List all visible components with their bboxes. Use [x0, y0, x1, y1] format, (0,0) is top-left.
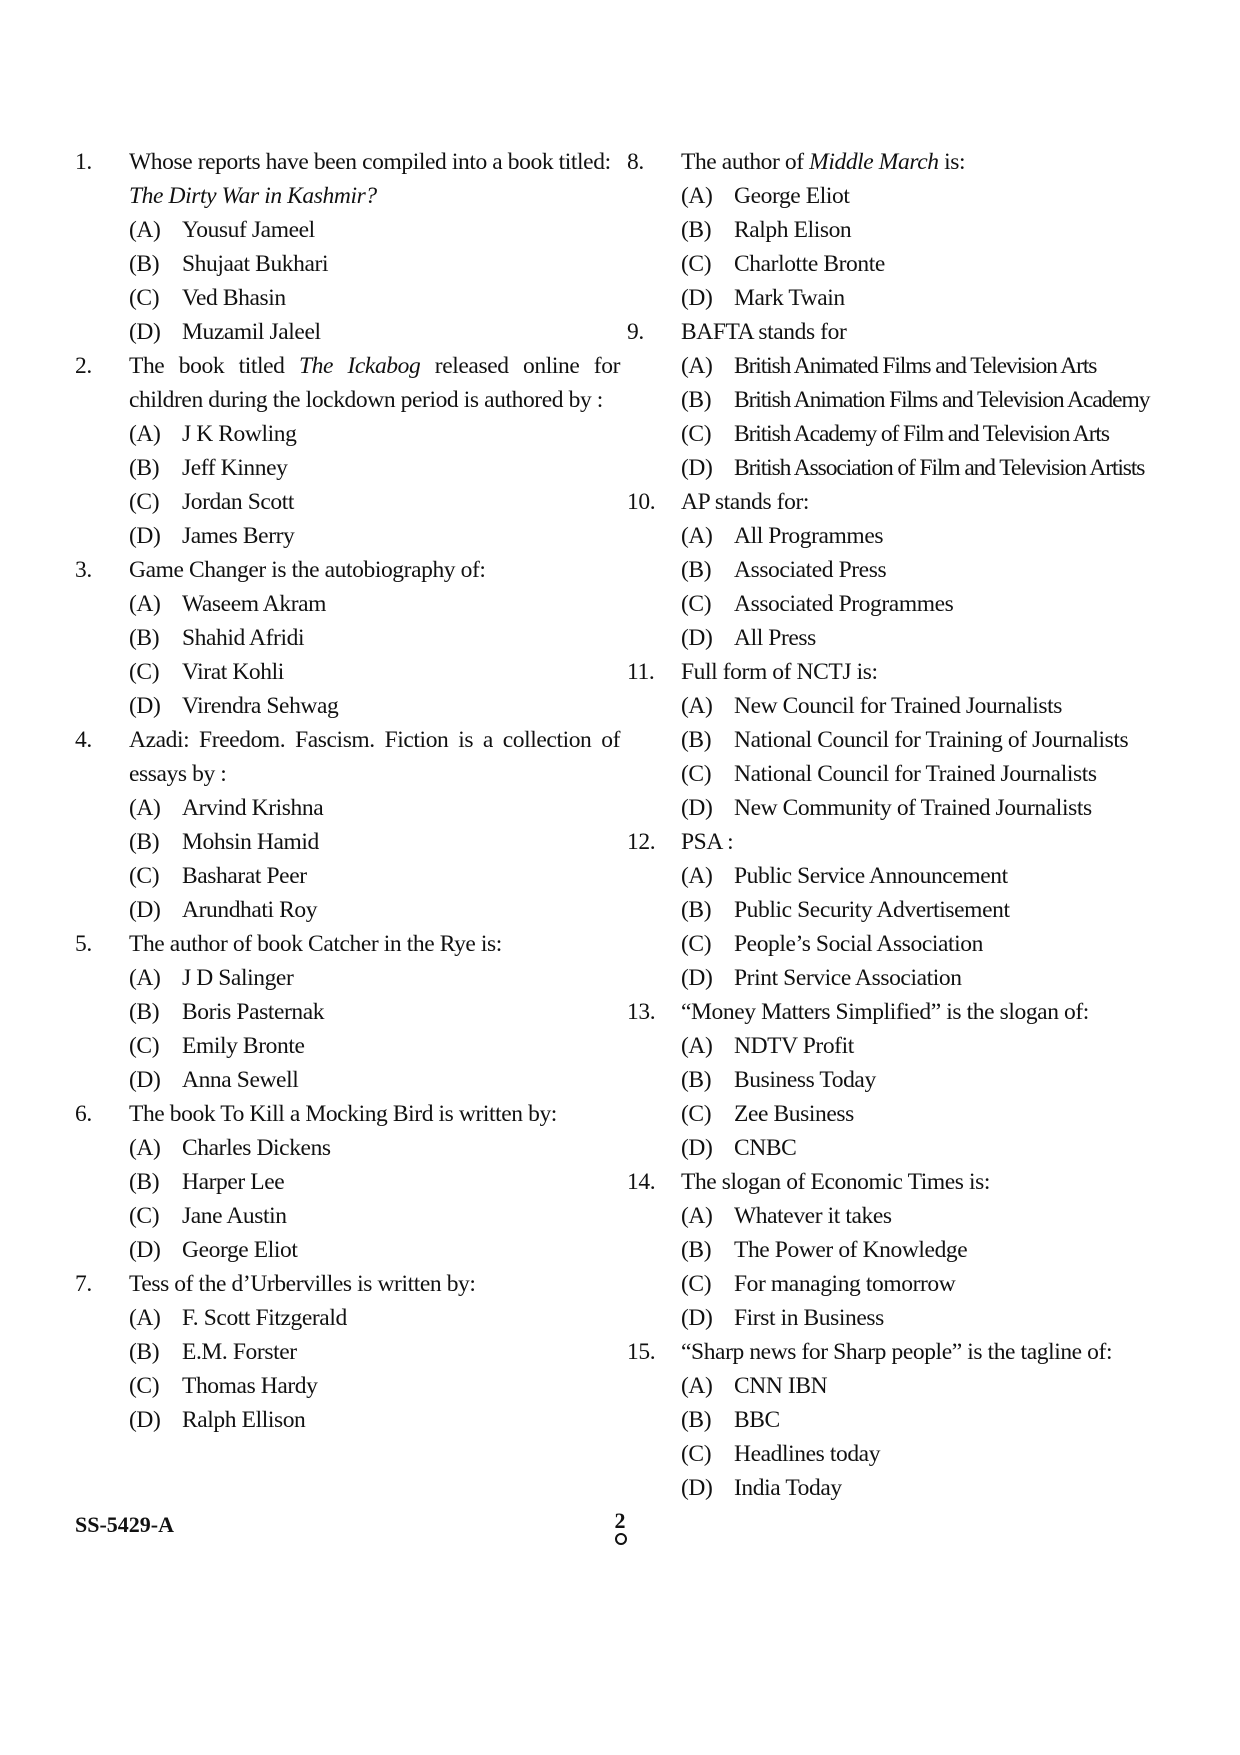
answer-option — [681, 247, 1187, 281]
option-text: J D Salinger — [182, 965, 294, 991]
answer-option — [129, 519, 620, 553]
option-label: (C) — [681, 591, 712, 617]
question-stem — [75, 349, 620, 417]
question-text — [681, 825, 1187, 859]
answer-option — [129, 1063, 620, 1097]
question-number: 6. — [75, 1101, 92, 1127]
question — [627, 995, 1187, 1165]
option-label: (C) — [681, 1271, 712, 1297]
option-text: Virat Kohli — [182, 659, 284, 685]
answer-option — [129, 587, 620, 621]
option-text: Anna Sewell — [182, 1067, 299, 1093]
option-text: Jordan Scott — [182, 489, 295, 515]
answer-option — [681, 1267, 1187, 1301]
question-number: 2. — [75, 353, 92, 379]
option-text: National Council for Trained Journalists — [734, 761, 1097, 787]
option-label: (A) — [681, 863, 713, 889]
option-label: (C) — [129, 489, 160, 515]
answer-option — [681, 213, 1187, 247]
answer-option — [681, 1301, 1187, 1335]
answer-option — [129, 1403, 620, 1437]
answer-option — [129, 1369, 620, 1403]
option-label: (A) — [129, 795, 161, 821]
answer-option — [129, 791, 620, 825]
answer-option — [129, 417, 620, 451]
question-text — [681, 145, 1187, 179]
question-text — [129, 1097, 620, 1131]
option-label: (A) — [129, 217, 161, 243]
option-text: All Programmes — [734, 523, 884, 549]
answer-option — [129, 1131, 620, 1165]
question-stem — [627, 1165, 1187, 1199]
answer-option — [681, 961, 1187, 995]
option-label: (D) — [681, 1305, 713, 1331]
option-text: Virendra Sehwag — [182, 693, 339, 719]
question — [75, 145, 620, 349]
question-number: 13. — [627, 999, 656, 1025]
option-text: Ralph Elison — [734, 217, 852, 243]
answer-option — [681, 1403, 1187, 1437]
question-text — [681, 655, 1187, 689]
option-text: James Berry — [182, 523, 295, 549]
answer-option — [129, 315, 620, 349]
option-text: E.M. Forster — [182, 1339, 297, 1365]
option-text: Print Service Association — [734, 965, 962, 991]
option-text: Mark Twain — [734, 285, 845, 311]
question-title-italic: Middle March — [809, 149, 939, 175]
answer-option — [129, 281, 620, 315]
option-label: (D) — [129, 1407, 161, 1433]
answer-option — [681, 1471, 1187, 1505]
question — [627, 145, 1187, 315]
question-number: 10. — [627, 489, 656, 515]
question-number: 12. — [627, 829, 656, 855]
answer-option — [681, 893, 1187, 927]
question — [75, 349, 620, 553]
option-label: (A) — [129, 421, 161, 447]
option-text: New Community of Trained Journalists — [734, 795, 1092, 821]
option-label: (B) — [129, 625, 160, 651]
answer-option — [129, 825, 620, 859]
option-text: The Power of Knowledge — [734, 1237, 968, 1263]
question-text — [129, 1267, 620, 1301]
paper-code: SS-5429-A — [75, 1512, 175, 1537]
option-label: (D) — [129, 1237, 161, 1263]
option-label: (D) — [129, 523, 161, 549]
option-text: George Eliot — [182, 1237, 298, 1263]
option-label: (D) — [129, 1067, 161, 1093]
option-label: (B) — [681, 1067, 712, 1093]
option-text: Associated Programmes — [734, 591, 954, 617]
answer-option — [129, 1233, 620, 1267]
question-number: 3. — [75, 557, 92, 583]
option-text: Business Today — [734, 1067, 876, 1093]
answer-option — [129, 1301, 620, 1335]
option-label: (A) — [681, 353, 713, 379]
question-title-italic: The Dirty War in Kashmir? — [129, 183, 377, 209]
option-text: People’s Social Association — [734, 931, 983, 957]
answer-option — [129, 1199, 620, 1233]
option-text: British Association of Film and Television Artists — [734, 455, 1145, 481]
option-label: (C) — [681, 1101, 712, 1127]
answer-option — [681, 791, 1187, 825]
option-label: (A) — [129, 1135, 161, 1161]
right-column — [627, 145, 1187, 1505]
option-label: (B) — [681, 897, 712, 923]
option-label: (C) — [129, 1033, 160, 1059]
question-text-part: AP stands for: — [681, 489, 809, 515]
question-text-part: Whose reports have been compiled into a book titled: — [129, 149, 611, 175]
question — [75, 927, 620, 1097]
question-stem — [75, 145, 620, 213]
option-label: (A) — [129, 591, 161, 617]
answer-option — [681, 179, 1187, 213]
option-text: Zee Business — [734, 1101, 854, 1127]
answer-option — [681, 519, 1187, 553]
question-number: 4. — [75, 727, 92, 753]
answer-option — [681, 621, 1187, 655]
option-text: Jeff Kinney — [182, 455, 288, 481]
answer-option — [129, 485, 620, 519]
option-label: (C) — [681, 1441, 712, 1467]
question-number: 15. — [627, 1339, 656, 1365]
question-stem — [627, 995, 1187, 1029]
option-text: Ralph Ellison — [182, 1407, 306, 1433]
option-text: Shujaat Bukhari — [182, 251, 329, 277]
question-stem — [627, 825, 1187, 859]
question-text-part: The book To Kill a Mocking Bird is written by: — [129, 1101, 557, 1127]
circle-mark-icon — [615, 1533, 627, 1545]
page-number: 2 — [614, 1508, 626, 1533]
question — [75, 1267, 620, 1437]
question-number: 8. — [627, 149, 644, 175]
answer-option — [681, 689, 1187, 723]
option-text: BBC — [734, 1407, 780, 1433]
option-text: CNN IBN — [734, 1373, 828, 1399]
question-text-part: The author of book Catcher in the Rye is: — [129, 931, 502, 957]
option-label: (D) — [681, 1475, 713, 1501]
question-number: 5. — [75, 931, 92, 957]
option-text: Waseem Akram — [182, 591, 327, 617]
option-label: (C) — [129, 1203, 160, 1229]
answer-option — [681, 1063, 1187, 1097]
answer-option — [681, 723, 1187, 757]
option-text: Public Service Announcement — [734, 863, 1008, 889]
answer-option — [129, 621, 620, 655]
question-text — [681, 315, 1187, 349]
option-label: (B) — [129, 1339, 160, 1365]
option-text: Shahid Afridi — [182, 625, 305, 651]
option-text: Charlotte Bronte — [734, 251, 885, 277]
question-text-part: Tess of the d’Urbervilles is written by: — [129, 1271, 476, 1297]
question-text-part: The book titled — [129, 353, 299, 379]
answer-option — [129, 451, 620, 485]
option-text: Yousuf Jameel — [182, 217, 315, 243]
question-stem — [75, 1267, 620, 1301]
question-number: 14. — [627, 1169, 656, 1195]
question-text — [681, 1335, 1187, 1369]
option-text: CNBC — [734, 1135, 797, 1161]
question-text — [681, 995, 1187, 1029]
option-label: (D) — [129, 897, 161, 923]
answer-option — [129, 1029, 620, 1063]
option-label: (B) — [681, 1237, 712, 1263]
question-stem — [75, 553, 620, 587]
option-text: Ved Bhasin — [182, 285, 286, 311]
option-label: (D) — [681, 795, 713, 821]
option-label: (D) — [681, 285, 713, 311]
answer-option — [681, 927, 1187, 961]
question-text-part: Game Changer is the autobiography of: — [129, 557, 486, 583]
answer-option — [129, 859, 620, 893]
answer-option — [129, 213, 620, 247]
question-text-part: Full form of NCTJ is: — [681, 659, 878, 685]
option-label: (A) — [681, 1033, 713, 1059]
answer-option — [681, 1233, 1187, 1267]
option-label: (D) — [681, 1135, 713, 1161]
question-number: 1. — [75, 149, 92, 175]
option-label: (A) — [681, 183, 713, 209]
option-label: (A) — [681, 693, 713, 719]
option-label: (B) — [681, 727, 712, 753]
option-label: (C) — [681, 931, 712, 957]
question-stem — [75, 1097, 620, 1131]
option-text: Boris Pasternak — [182, 999, 325, 1025]
left-column — [75, 145, 620, 1437]
question-text — [129, 723, 620, 791]
answer-option — [129, 247, 620, 281]
answer-option — [129, 655, 620, 689]
answer-option — [681, 281, 1187, 315]
option-text: George Eliot — [734, 183, 850, 209]
question-stem — [75, 723, 620, 791]
option-label: (D) — [129, 693, 161, 719]
question-text-part: PSA : — [681, 829, 734, 855]
question — [627, 825, 1187, 995]
answer-option — [681, 1369, 1187, 1403]
option-text: New Council for Trained Journalists — [734, 693, 1063, 719]
option-text: Public Security Advertisement — [734, 897, 1010, 923]
answer-option — [129, 893, 620, 927]
question — [75, 1097, 620, 1267]
answer-option — [129, 1165, 620, 1199]
answer-option — [681, 1097, 1187, 1131]
option-label: (B) — [681, 217, 712, 243]
answer-option — [681, 383, 1187, 417]
option-text: Basharat Peer — [182, 863, 307, 889]
answer-option — [681, 1437, 1187, 1471]
option-label: (B) — [129, 455, 160, 481]
option-text: For managing tomorrow — [734, 1271, 956, 1297]
answer-option — [681, 859, 1187, 893]
question-text-part: “Money Matters Simplified” is the slogan of: — [681, 999, 1089, 1025]
question-text-part: The slogan of Economic Times is: — [681, 1169, 991, 1195]
option-label: (C) — [129, 1373, 160, 1399]
option-text: Emily Bronte — [182, 1033, 305, 1059]
answer-option — [681, 553, 1187, 587]
option-label: (A) — [129, 965, 161, 991]
question-text-part: released online for children during the lockdown period is authored by : — [129, 353, 620, 413]
question-text-part: BAFTA stands for — [681, 319, 847, 345]
question-number: 11. — [627, 659, 655, 685]
option-label: (A) — [681, 1373, 713, 1399]
question-text — [681, 485, 1187, 519]
option-label: (C) — [681, 421, 712, 447]
option-label: (C) — [681, 761, 712, 787]
option-label: (C) — [681, 251, 712, 277]
question — [627, 1165, 1187, 1335]
question — [627, 1335, 1187, 1505]
option-label: (B) — [129, 999, 160, 1025]
option-label: (D) — [681, 965, 713, 991]
option-text: Headlines today — [734, 1441, 881, 1467]
option-label: (A) — [681, 523, 713, 549]
option-text: F. Scott Fitzgerald — [182, 1305, 347, 1331]
question-stem — [627, 1335, 1187, 1369]
option-text: Arvind Krishna — [182, 795, 324, 821]
option-text: Charles Dickens — [182, 1135, 331, 1161]
option-text: British Animated Films and Television Arts — [734, 353, 1097, 379]
option-text: Muzamil Jaleel — [182, 319, 321, 345]
answer-option — [129, 689, 620, 723]
answer-option — [681, 451, 1187, 485]
option-text: All Press — [734, 625, 816, 651]
answer-option — [129, 1335, 620, 1369]
question-stem — [75, 927, 620, 961]
option-label: (A) — [681, 1203, 713, 1229]
question-number: 7. — [75, 1271, 92, 1297]
option-text: Associated Press — [734, 557, 887, 583]
option-text: National Council for Training of Journalists — [734, 727, 1129, 753]
answer-option — [681, 587, 1187, 621]
option-label: (B) — [129, 251, 160, 277]
answer-option — [129, 961, 620, 995]
question-text — [129, 145, 620, 213]
option-text: Thomas Hardy — [182, 1373, 318, 1399]
question-text-part: is: — [938, 149, 966, 175]
question-text — [681, 1165, 1187, 1199]
question-stem — [627, 655, 1187, 689]
answer-option — [129, 995, 620, 1029]
question-text-part: The author of — [681, 149, 810, 175]
question-stem — [627, 485, 1187, 519]
option-label: (C) — [129, 659, 160, 685]
option-label: (C) — [129, 285, 160, 311]
option-label: (B) — [129, 829, 160, 855]
option-text: British Academy of Film and Television Arts — [734, 421, 1109, 447]
option-text: Harper Lee — [182, 1169, 285, 1195]
option-text: Mohsin Hamid — [182, 829, 319, 855]
option-label: (C) — [129, 863, 160, 889]
option-label: (D) — [681, 455, 713, 481]
option-text: Jane Austin — [182, 1203, 287, 1229]
option-text: J K Rowling — [182, 421, 297, 447]
answer-option — [681, 1199, 1187, 1233]
option-text: NDTV Profit — [734, 1033, 854, 1059]
option-label: (B) — [681, 387, 712, 413]
option-text: Whatever it takes — [734, 1203, 892, 1229]
question — [627, 655, 1187, 825]
answer-option — [681, 417, 1187, 451]
question — [627, 315, 1187, 485]
option-label: (B) — [681, 1407, 712, 1433]
answer-option — [681, 1029, 1187, 1063]
option-text: India Today — [734, 1475, 842, 1501]
option-label: (D) — [129, 319, 161, 345]
option-text: Arundhati Roy — [182, 897, 318, 923]
option-label: (B) — [681, 557, 712, 583]
question — [627, 485, 1187, 655]
answer-option — [681, 757, 1187, 791]
option-text: British Animation Films and Television Academy — [734, 387, 1150, 413]
question-stem — [627, 315, 1187, 349]
question — [75, 553, 620, 723]
question-text-part: “Sharp news for Sharp people” is the tagline of: — [681, 1339, 1113, 1365]
question-text-part: Azadi: Freedom. Fascism. Fiction is a collection of essays by : — [129, 727, 620, 787]
answer-option — [681, 349, 1187, 383]
answer-option — [681, 1131, 1187, 1165]
option-label: (B) — [129, 1169, 160, 1195]
question-text — [129, 927, 620, 961]
question-stem — [627, 145, 1187, 179]
option-text: First in Business — [734, 1305, 884, 1331]
option-label: (A) — [129, 1305, 161, 1331]
question-text — [129, 553, 620, 587]
question-number: 9. — [627, 319, 644, 345]
question-text — [129, 349, 620, 417]
question — [75, 723, 620, 927]
option-label: (D) — [681, 625, 713, 651]
question-title-italic: The Ickabog — [298, 353, 421, 379]
